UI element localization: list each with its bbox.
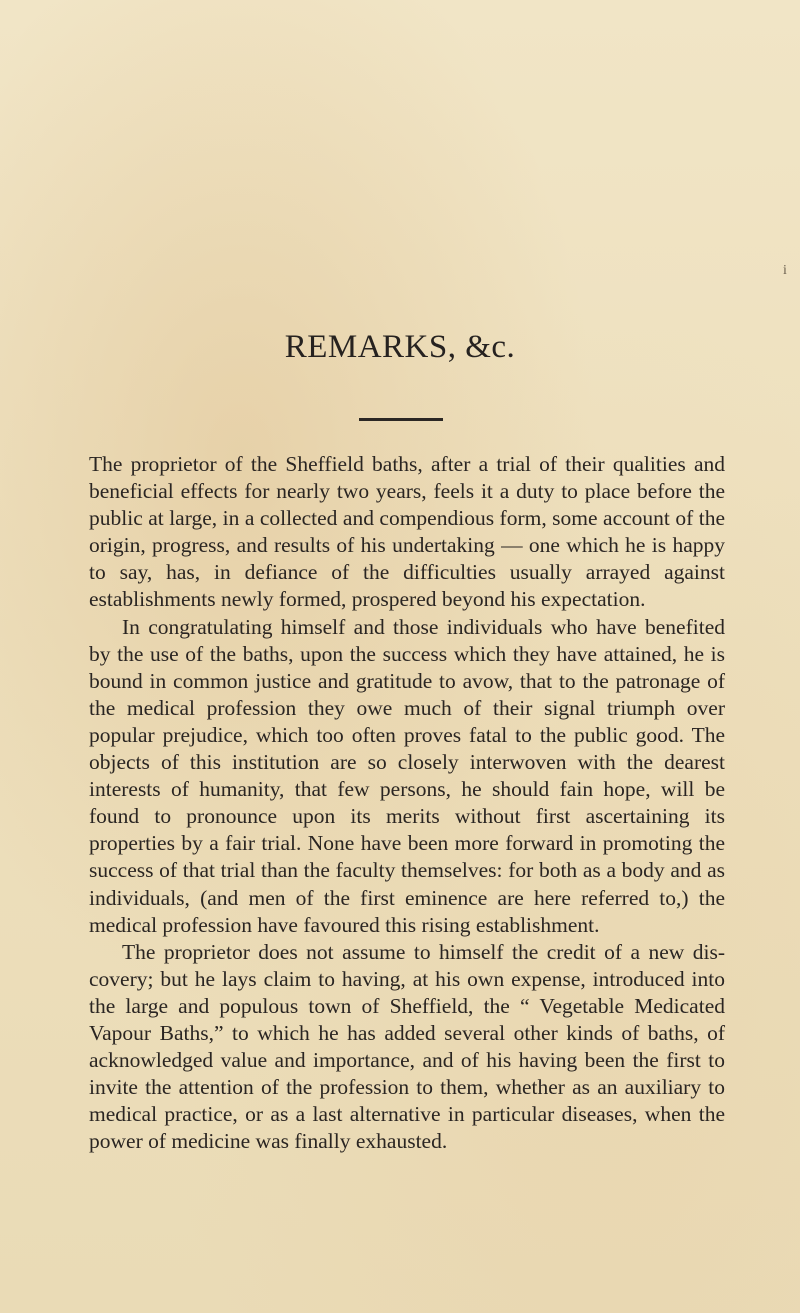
page-title: REMARKS, &c. xyxy=(284,329,516,365)
paragraph-3: The proprietor does not assume to himself the credit of a new discovery; but he lays claim to having, at his own expense, introduced into the large and populous town of Sheffield, the “ Vegetable Medicated Vapour Baths,” to which he has added several other kinds of baths, of acknowledged value and importance, and of his having been the first to invite the attention of the profession to them, whether as an auxiliary to medical practice, or as a last alternative in particular diseases, when the power of medicine was finally exhausted. xyxy=(89,939,725,1154)
paragraph-1: The proprietor of the Sheffield baths, after a trial of their qualities and beneficial effects for nearly two years, feels it a duty to place before the public at large, in a collected and compendious form, some account of the origin, progress, and results of his undertaking — one which he is happy to say, has, in defiance of the difficulties usually arrayed against establishments newly formed, prospered beyond his expectation. xyxy=(89,452,725,612)
title-rule xyxy=(359,418,443,421)
page-marker: i xyxy=(783,263,787,278)
paragraph-2: In congratulating himself and those individuals who have benefited by the use of the baths, upon the success which they have attained, he is bound in common justice and gratitude to avow, that to the patronage of the medical profession they owe much of their signal triumph over popular prejudice, which too often proves fatal to the public good. The objects of this institution are so closely interwoven with the dearest interests of humanity, that few persons, he should fain hope, will be found to pronounce upon its merits without first ascertaining its properties by a fair trial. None have been more forward in promoting the success of that trial than the faculty themselves: for both as a body and as individuals, (and men of the first eminence are here referred to,) the medical profession have favoured this rising establishment. xyxy=(89,614,725,937)
body-text xyxy=(89,451,725,1155)
